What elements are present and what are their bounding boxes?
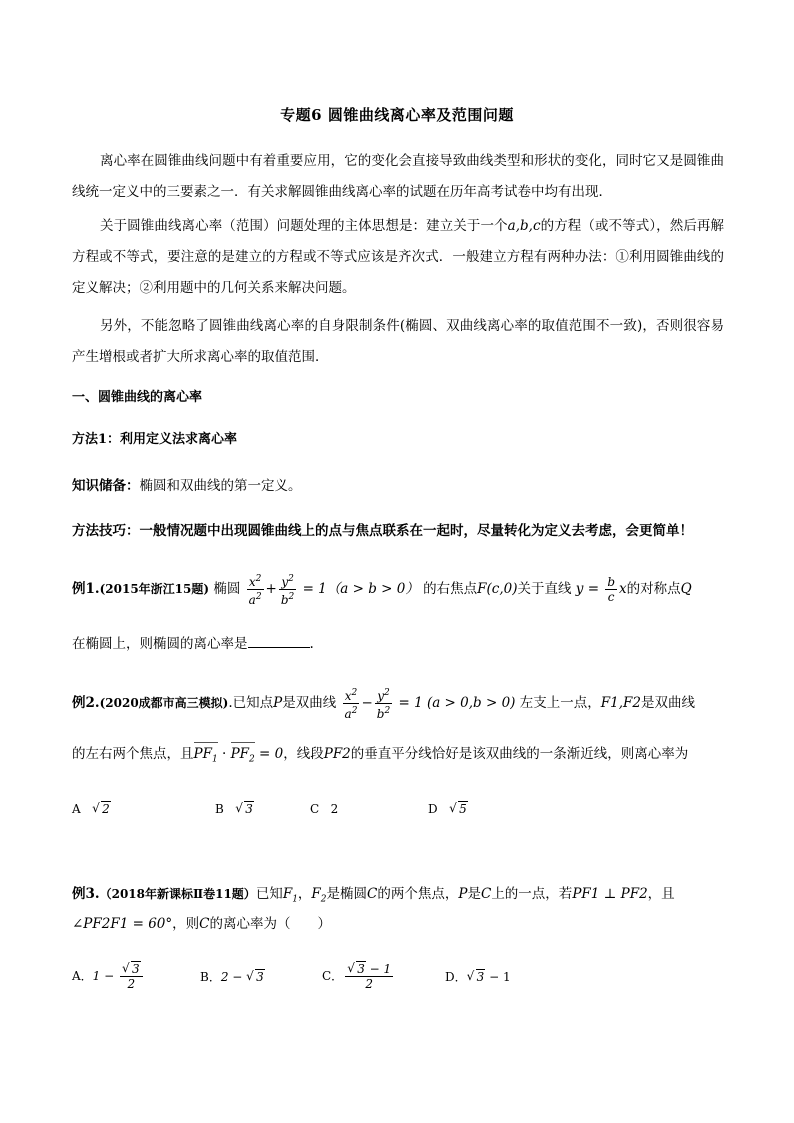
ex3-option-c: C． √ $\frac{3 - 1}{2}$ — [322, 962, 395, 991]
ex3-option-d: D．√ 3 − 1 — [445, 968, 511, 985]
intro-paragraph-2: 关于圆锥曲线离心率（范围）问题处理的主体思想是：建立关于一个a,b,c的方程（或不等式），然后再解方程或不等式，要注意的是建立的方程或不等式应该是齐次式．一般建立方程有两种办法：①利用圆锥曲线的定义解决；②利用题中的几何关系来解决问题。 — [72, 218, 725, 296]
example-3-line-2: ∠PF2F1 = 60°，则C的离心率为（ ） — [72, 916, 331, 932]
hyperbola-fraction-y: $\frac{y^2}{b^2}$ — [376, 688, 391, 721]
tips-line: 方法技巧：一般情况题中出现圆锥曲线上的点与焦点联系在一起时，尽量转化为定义去考虑，会更简单！ — [72, 523, 693, 539]
example-1-line-2: 在椭圆上，则椭圆的离心率是 . — [72, 636, 314, 652]
hyperbola-fraction-x: $\frac{x^2}{a^2}$ — [344, 688, 358, 721]
intro-paragraph-3: 另外，不能忽略了圆锥曲线离心率的自身限制条件(椭圆、双曲线离心率的取值范围不一致)，否则很容易产生增根或者扩大所求离心率的取值范围． — [72, 318, 724, 365]
ellipse-fraction-y: $\frac{y^2}{b^2}$ — [280, 574, 295, 607]
intro-paragraph-1: 离心率在圆锥曲线问题中有着重要应用，它的变化会直接导致曲线类型和形状的变化，同时它又是圆锥曲线统一定义中的三要素之一．有关求解圆锥曲线离心率的试题在历年高考试卷中均有出现． — [72, 153, 724, 200]
example-2-line-1: 例2.(2020成都市高三模拟).已知点P是双曲线 $\frac{x^2}{a^2}$ − $\frac{y^2}{b^2}$ = 1 (a > 0,b > 0) 左支上一点，F1,F2是双曲线 — [72, 688, 695, 721]
example-1-line-1: 例1.(2015年浙江15题) 椭圆 $\frac{x^2}{a^2}$ + $\frac{y^2}{b^2}$ = 1（a > b > 0） 的右焦点F(c,0)关于直线 y = $\frac{b}{c}$ x的对称点Q — [72, 574, 692, 607]
knowledge-line: 知识储备：椭圆和双曲线的第一定义。 — [72, 478, 302, 494]
vector-pf1: $PF_1$ — [193, 746, 218, 765]
section-heading: 一、圆锥曲线的离心率 — [72, 390, 203, 405]
ex2-option-d: D √ 5 — [428, 802, 468, 816]
ex3-option-b: B．2 − √ 3 — [200, 968, 265, 985]
example-2-line-2: 的左右两个焦点，且$PF_1 \cdot PF_2 = 0$，线段PF2的垂直平分线恰好是该双曲线的一条渐近线，则离心率为 — [72, 746, 689, 765]
answer-blank — [248, 635, 310, 648]
ellipse-fraction-x: $\frac{x^2}{a^2}$ — [248, 574, 262, 607]
ex2-option-c: C 2 — [310, 802, 339, 816]
ex2-option-b: B √ 3 — [215, 802, 254, 816]
example-3-line-1: 例3.（2018年新课标Ⅱ卷11题）已知$F_1$，$F_2$是椭圆C的两个焦点，P是C上的一点，若PF1 ⊥ PF2，且 — [72, 886, 675, 905]
ex3-option-a: A．1 − √ $\frac{3}{2}$ — [72, 962, 145, 991]
page-title: 专题6 圆锥曲线离心率及范围问题 — [280, 106, 514, 124]
ex2-option-a: A √ 2 — [72, 802, 111, 816]
vector-pf2: $PF_2$ — [230, 746, 255, 765]
line-slope-fraction: $\frac{b}{c}$ — [607, 575, 615, 604]
method-heading: 方法1：利用定义法求离心率 — [72, 432, 238, 447]
